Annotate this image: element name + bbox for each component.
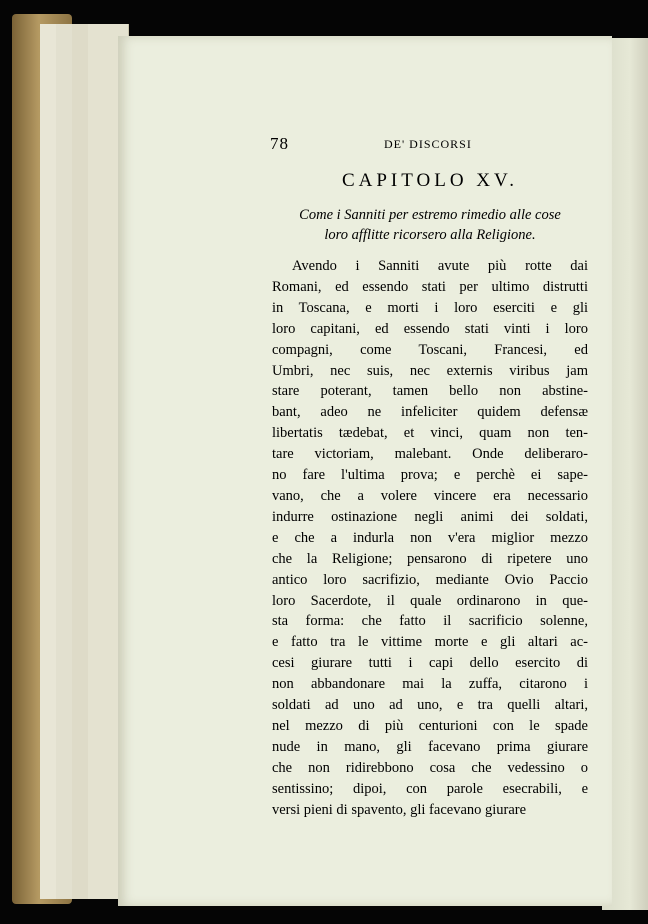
body-line: soldati ad uno ad uno, e tra quelli altari, bbox=[272, 697, 588, 714]
body-text bbox=[272, 256, 588, 820]
page-number: 78 bbox=[270, 134, 289, 153]
body-line: loro Sacerdote, il quale ordinarono in que- bbox=[272, 592, 588, 609]
chapter-title: CAPITOLO XV. bbox=[341, 170, 519, 191]
body-line: tare victoriam, malebant. Onde deliberaro- bbox=[272, 446, 588, 463]
body-line: versi pieni di spavento, gli facevano giurare bbox=[272, 801, 527, 818]
body-line: e fatto tra le vittime morte e gli altari ac- bbox=[272, 634, 588, 651]
body-line: in Toscana, e morti i loro eserciti e gli bbox=[272, 299, 588, 316]
subtitle-line: loro afflitte ricorsero alla Religione. bbox=[324, 227, 536, 243]
body-line: Umbri, nec suis, nec externis viribus jam bbox=[272, 362, 588, 379]
body-line: indurre ostinazione negli animi dei soldati, bbox=[272, 508, 588, 525]
body-line: Avendo i Sanniti avute più rotte dai bbox=[292, 258, 588, 274]
subtitle-line: Come i Sanniti per estremo rimedio alle cose bbox=[299, 207, 561, 223]
body-line: antico loro sacrifizio, mediante Ovio Paccio bbox=[272, 571, 588, 588]
body-line: sta forma: che fatto il sacrificio solenne, bbox=[272, 613, 588, 630]
body-line: e che a indurla non v'era miglior mezzo bbox=[272, 529, 588, 546]
body-line: che la Religione; pensarono di ripetere uno bbox=[272, 550, 588, 567]
body-line: loro capitani, ed essendo stati vinti i loro bbox=[272, 320, 588, 337]
body-line: nel mezzo di più centurioni con le spade bbox=[272, 717, 588, 734]
body-line: compagni, come Toscani, Francesi, ed bbox=[272, 341, 588, 358]
body-line: stare poterant, tamen bello non abstine- bbox=[272, 383, 588, 400]
body-line: che non ridirebbono cosa che vedessino o bbox=[272, 759, 588, 776]
body-line: sentissino; dipoi, con parole esecrabili, e bbox=[272, 780, 588, 797]
body-line: Romani, ed essendo stati per ultimo distrutti bbox=[272, 278, 588, 295]
body-line: libertatis tædebat, et vinci, quam non ten- bbox=[272, 425, 588, 442]
body-line: non abbandonare mai la zuffa, citarono i bbox=[272, 676, 588, 693]
body-line: vano, che a volere vincere era necessario bbox=[272, 487, 588, 504]
body-line: nude in mano, gli facevano prima giurare bbox=[272, 738, 588, 755]
body-line: cesi giurare tutti i capi dello esercito di bbox=[272, 655, 588, 672]
chapter-subtitle bbox=[270, 205, 590, 245]
body-line: bant, adeo ne infeliciter quidem defensæ bbox=[272, 404, 588, 421]
body-line: no fare l'ultima prova; e perchè ei sape- bbox=[272, 467, 588, 484]
running-head-title: DE' DISCORSI bbox=[384, 137, 472, 151]
